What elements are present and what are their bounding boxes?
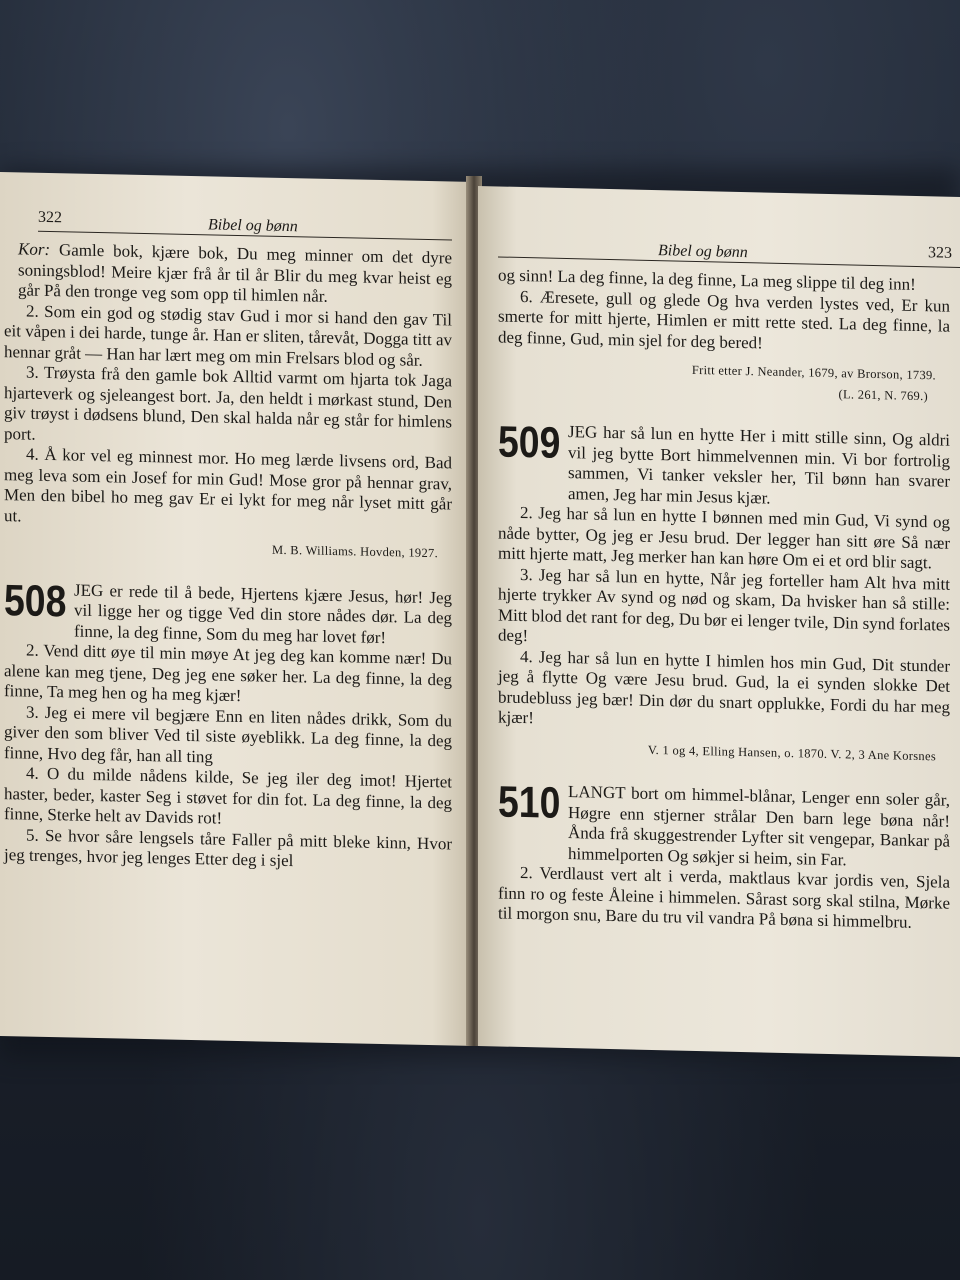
- hymn-509-verse-2: 2. Jeg har så lun en hytte I bønnen med min Gud, Vi synd og nåde bytter, Og jeg er Jesu brud. Der legger han sitt øre Så nær mitt hjerte matt, Jeg merker han kan høre Om ei et ord blir sagt.: [498, 502, 950, 573]
- hymn-510-head: [498, 777, 950, 872]
- left-page-text: [0, 231, 470, 875]
- hymn-508-verse-1: JEG er rede til å bede, Hjertens kjære Jesus, hør! Jeg vil ligge her og tigge Ved din store nådes dør. La deg finne, la deg finne, Som du meg har lovet før!: [74, 580, 452, 647]
- hymn-number-510: 510: [498, 777, 561, 828]
- hymn-508-reference: (L. 261, N. 769.): [838, 386, 928, 403]
- hymn-508-verse-4: 4. O du milde nådens kilde, Se jeg iler deg imot! Hjertet haster, beder, kaster Seg i støvet for din fot. La deg finne, la deg finne, Sterke helt av Davids rot!: [4, 763, 452, 828]
- hymn-510: [498, 777, 950, 934]
- page-number-right: 323: [928, 244, 952, 262]
- hymn-510-verse-1: LANGT bort om himmel-blånar, Lenger enn soler går, Høgre enn stjerner strålar Den barn lege bøna når! Ånda frå skuggestrender Lyfter sit vengepar, Bankar på himmelporten Og søkjer si heim, sin Far.: [568, 782, 950, 869]
- page-number-left: 322: [38, 208, 62, 227]
- running-title-right: Bibel og bønn: [658, 242, 748, 262]
- hymn-attribution: M. B. Williams. Hovden, 1927.: [272, 542, 438, 561]
- hymn-508-verse-6: 6. Æresete, gull og glede Og hva verden lystes ved, Er kun smerte for mitt hjerte, Himlen er mitt rette sted. La deg finne, la deg finne, Gud, min sjel for deg bered!: [498, 286, 950, 352]
- hymn-508-verse-2: 2. Vend ditt øye til min møye At jeg deg kan komme nær! Du alene kan meg tjene, Deg jeg ene søker her. La deg finne, la deg finne, Ta meg hen og ha meg kjær!: [4, 640, 452, 706]
- left-page: [0, 172, 472, 1046]
- hymn-508-continuation: og sinn! La deg finne, la deg finne, La meg slippe til deg inn!: [498, 265, 916, 294]
- hymn-508-verse-5: 5. Se hvor såre lengsels tåre Faller på mitt bleke kinn, Hvor jeg trenges, hvor jeg lenges Etter deg i sjel: [4, 825, 452, 871]
- hymn-508-verse-3: 3. Jeg ei mere vil begjære Enn en liten nådes drikk, Som du giver den som bliver Ved til siste øyeblikk. La deg finne, la deg finne, Hvo deg får, han all ting: [4, 702, 452, 766]
- right-page: [478, 186, 960, 1057]
- hymn-number-508: 508: [4, 575, 67, 626]
- hymn-509-attribution: V. 1 og 4, Elling Hansen, o. 1870. V. 2, 3 Ane Korsnes: [647, 742, 936, 763]
- hymn-508-attribution: Fritt etter J. Neander, 1679, av Brorson, 1739.: [691, 362, 936, 383]
- kor-text: Gamle bok, kjære bok, Du meg minner om det dyre soningsblod! Meire kjær frå år til år Blir du meg kvar heist eg går På den tronge veg som opp til himlen når.: [18, 240, 452, 306]
- kor-paragraph: [4, 239, 452, 310]
- hymn-number-509: 509: [498, 417, 561, 468]
- hymn-509-verse-1: JEG har så lun en hytte Her i mitt stille sinn, Og aldri vil jeg bytte Bort himmelvennen min. Vi bor fortrolig sammen, Vi tanker veksler her, Til bønn han svarer amen, Jeg har min Jesus kjær.: [568, 422, 950, 508]
- hymn-509-head: [498, 417, 950, 512]
- kor-label: Kor:: [18, 239, 51, 260]
- verse-3: 3. Trøysta frå den gamle bok Alltid varmt om hjarta tok Jaga hjarteverk og sjeleangest bort. Ja, den heldt i mørkast stund, Den giv trøyst i dødsens blund, Den skal halda når eg står for himlens port.: [4, 362, 452, 444]
- verse-4: 4. Å kor vel eg minnest mor. Ho meg lærde livsens ord, Bad meg leva som ein Josef for min Gud! Mose gror på hennar grav, Men den bibel ho meg gav Er ei lykt for meg når lyset mitt går ut.: [4, 444, 452, 525]
- hymn-510-verse-2: 2. Verdlaust vert alt i verda, maktlaus kvar jordis ven, Sjela finn ro og feste Åleine i himmelen. Sårast sorg skal stilna, Mørke til morgon snu, Bare du tru vil vandra På bøna si himmelbru.: [498, 862, 950, 932]
- hymn-509-verse-3: 3. Jeg har så lun en hytte, Når jeg forteller ham Alt hva mitt hjerte trykker Av synd og nød og skam, Da hvisker han så stille: Mitt blod det rant for deg, Du bør ei lenger tvile, Din synd forlates deg!: [498, 564, 950, 646]
- hymn-508-head: [4, 575, 452, 650]
- verse-2: 2. Som ein god og stødig stav Gud i mor si hand den gav Til eit våpen i dei harde, tunge år. Han er sliten, tårevåt, Dogga titt av hennar gråt — Han har lært meg om min Frelsars blod og sår.: [4, 301, 452, 370]
- right-page-text: [478, 257, 950, 934]
- hymn-508: [4, 575, 452, 875]
- hymn-509: [498, 417, 950, 766]
- running-title-left: Bibel og bønn: [208, 216, 298, 236]
- hymn-509-verse-4: 4. Jeg har så lun en hytte I himlen hos min Gud, Dit stunder jeg å flytte Og være Jesu brud. Gud, la ei synden slokke Det brudebluss jeg bær! Din dør du snart opplukke, Fordi du har meg kjær!: [498, 646, 950, 728]
